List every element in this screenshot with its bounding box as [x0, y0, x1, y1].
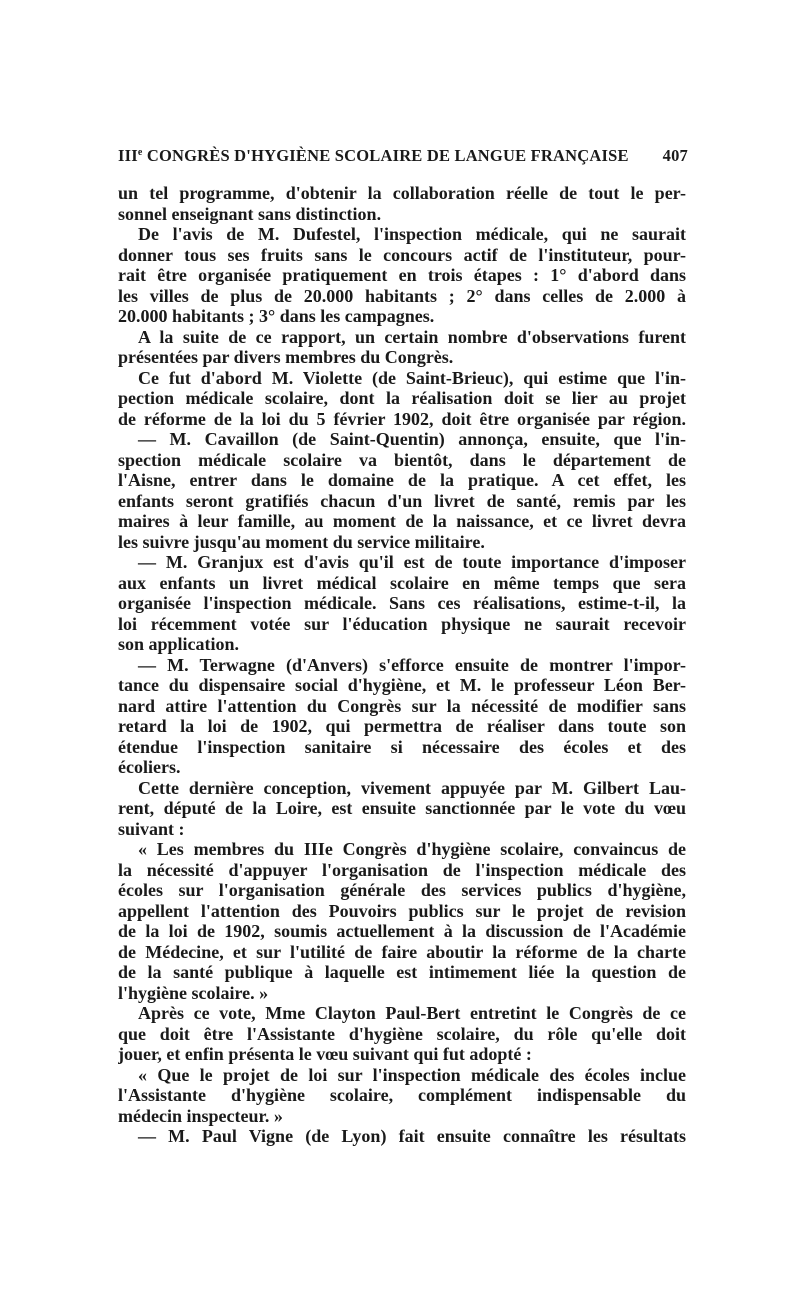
text-line: loi récemment votée sur l'éducation physique ne saurait recevoir: [118, 613, 686, 634]
text-line: jouer, et enfin présenta le vœu suivant qui fut adopté :: [118, 1044, 532, 1064]
text-line: retard la loi de 1902, qui permettra de réaliser dans toute son: [118, 716, 686, 736]
text-line: médecin inspecteur. »: [118, 1105, 283, 1126]
body-text: [118, 183, 686, 1147]
text-line: — M. Terwagne (d'Anvers) s'efforce ensuite de montrer l'impor-: [138, 654, 686, 675]
text-line: Cette dernière conception, vivement appuyée par M. Gilbert Lau-: [138, 777, 686, 798]
text-line: de la santé publique à laquelle est intimement liée la question de: [118, 962, 686, 982]
text-line: que doit être l'Assistante d'hygiène scolaire, du rôle qu'elle doit: [118, 1023, 686, 1044]
text-line: l'hygiène scolaire. »: [118, 982, 269, 1003]
running-header: [118, 146, 688, 166]
text-line: nard attire l'attention du Congrès sur la nécessité de modifier sans: [118, 695, 686, 716]
text-line: — M. Paul Vigne (de Lyon) fait ensuite connaître les résultats: [138, 1126, 686, 1146]
text-line: écoliers.: [118, 757, 181, 777]
text-line: l'Aisne, entrer dans le domaine de la pratique. A cet effet, les: [118, 470, 686, 490]
text-line: les villes de plus de 20.000 habitants ; 2° dans celles de 2.000 à: [118, 285, 686, 306]
text-line: « Que le projet de loi sur l'inspection médicale des écoles inclue: [138, 1064, 686, 1085]
text-line: Ce fut d'abord M. Violette (de Saint-Brieuc), qui estime que l'in-: [138, 367, 686, 388]
text-line: la nécessité d'appuyer l'organisation de l'inspection médicale des: [118, 859, 686, 880]
text-line: sonnel enseignant sans distinction.: [118, 203, 382, 224]
text-line: aux enfants un livret médical scolaire en même temps que sera: [118, 572, 686, 593]
header-title: CONGRÈS D'HYGIÈNE SCOLAIRE DE LANGUE FRANÇAISE: [146, 146, 629, 165]
text-line: tance du dispensaire social d'hygiène, et M. le professeur Léon Ber-: [118, 675, 686, 695]
text-line: les suivre jusqu'au moment du service militaire.: [118, 531, 485, 552]
running-title: [118, 146, 629, 166]
text-line: spection médicale scolaire va bientôt, dans le département de: [118, 449, 686, 470]
text-line: rent, député de la Loire, est ensuite sanctionnée par le vote du vœu: [118, 798, 686, 818]
text-line: A la suite de ce rapport, un certain nombre d'observations furent: [138, 326, 686, 347]
text-line: un tel programme, d'obtenir la collaboration réelle de tout le per-: [118, 183, 686, 203]
text-line: étendue l'inspection sanitaire si nécessaire des écoles et des: [118, 736, 686, 757]
text-line: de réforme de la loi du 5 février 1902, doit être organisée par région.: [118, 408, 686, 429]
text-line: maires à leur famille, au moment de la naissance, et ce livret devra: [118, 511, 686, 531]
text-line: de Médecine, et sur l'utilité de faire aboutir la réforme de la charte: [118, 941, 686, 962]
text-line: l'Assistante d'hygiène scolaire, complément indispensable du: [118, 1085, 686, 1105]
text-line: son application.: [118, 634, 240, 654]
roman-superscript: e: [137, 147, 143, 158]
text-line: « Les membres du IIIe Congrès d'hygiène scolaire, convaincus de: [138, 839, 686, 859]
text-line: De l'avis de M. Dufestel, l'inspection médicale, qui ne saurait: [138, 224, 686, 244]
text-line: suivant :: [118, 818, 185, 839]
text-line: 20.000 habitants ; 3° dans les campagnes.: [118, 306, 435, 326]
text-line: enfants seront gratifiés chacun d'un livret de santé, remis par les: [118, 490, 686, 511]
text-line: rait être organisée pratiquement en trois étapes : 1° d'abord dans: [118, 265, 686, 285]
text-line: pection médicale scolaire, dont la réalisation doit se lier au projet: [118, 388, 686, 408]
text-line: organisée l'inspection médicale. Sans ces réalisations, estime-t-il, la: [118, 593, 686, 613]
text-line: — M. Granjux est d'avis qu'il est de toute importance d'imposer: [138, 552, 686, 572]
text-line: écoles sur l'organisation générale des services publics d'hygiène,: [118, 880, 686, 900]
page-number: 407: [662, 146, 688, 165]
text-line: — M. Cavaillon (de Saint-Quentin) annonça, ensuite, que l'in-: [138, 429, 686, 449]
text-line: présentées par divers membres du Congrès.: [118, 347, 454, 367]
text-line: de la loi de 1902, soumis actuellement à la discussion de l'Académie: [118, 921, 686, 941]
text-line: appellent l'attention des Pouvoirs publics sur le projet de revision: [118, 900, 686, 921]
text-line: donner tous ses fruits sans le concours actif de l'instituteur, pour-: [118, 244, 686, 265]
text-line: Après ce vote, Mme Clayton Paul-Bert entretint le Congrès de ce: [138, 1003, 686, 1023]
roman-numeral: III: [118, 146, 138, 165]
